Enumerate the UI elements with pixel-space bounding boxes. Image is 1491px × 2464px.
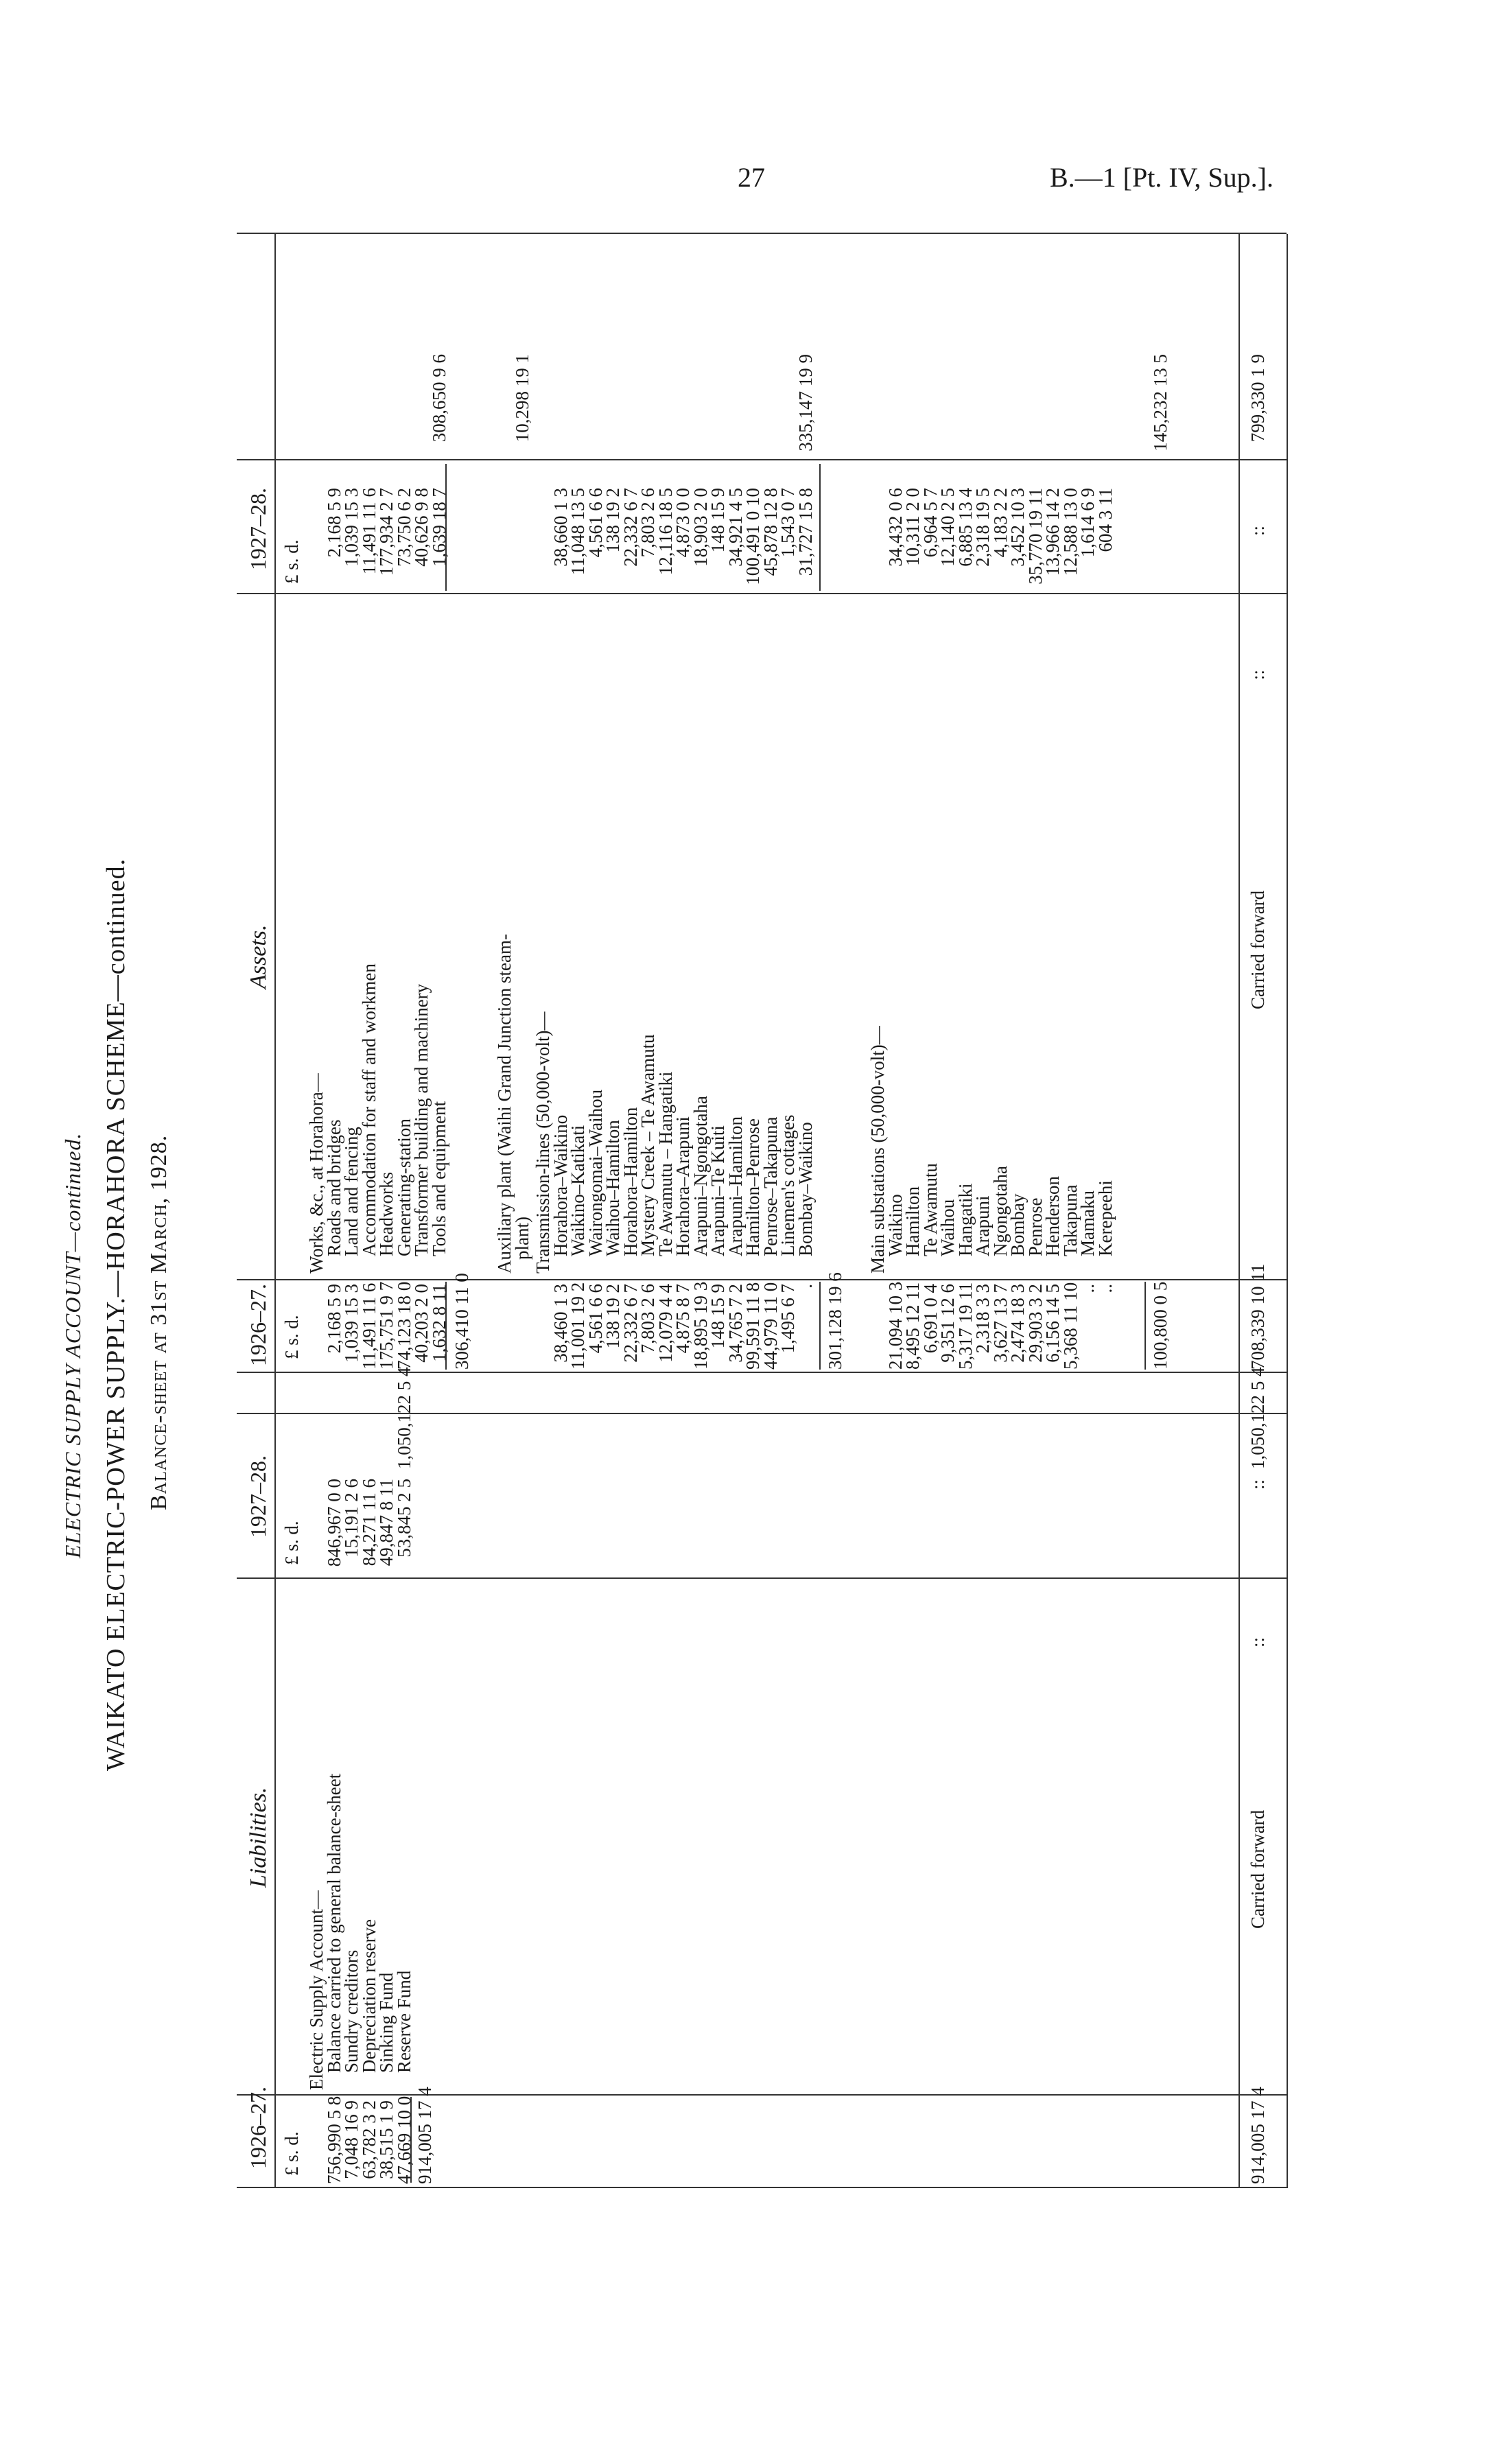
asset-prev: 4,875 8 7	[672, 1284, 693, 1354]
asset-label: Arapuni	[972, 1195, 993, 1256]
asset-curr: 73,750 6 2	[393, 488, 414, 567]
asset-prev: 40,203 2 0	[411, 1284, 432, 1363]
lsd-lib-curr: £ s. d.	[281, 1521, 302, 1565]
asset-label: Te Awamutu	[919, 1163, 941, 1256]
trans-total-curr: 335,147 19 9	[795, 354, 816, 451]
asset-label: Land and fencing	[341, 1127, 362, 1256]
col-lib-prev-year: 1926–27.	[246, 2087, 270, 2169]
asset-label: Te Awamutu – Hangatiki	[655, 1071, 676, 1256]
works-total-prev: 306,410 11 0	[451, 1273, 472, 1370]
asset-label: Hangatiki	[954, 1183, 976, 1256]
liab-label: Sinking Fund	[376, 1972, 397, 2073]
asset-curr: 34,432 0 6	[884, 488, 906, 567]
asset-label: Hamilton	[902, 1186, 923, 1256]
rule-b	[237, 1577, 1287, 1579]
col-assets-head: Assets.	[246, 924, 271, 989]
asset-prev: ..	[1094, 1284, 1116, 1293]
lsd-lib-prev: £ s. d.	[281, 2131, 302, 2176]
asset-curr: 35,770 19 11	[1024, 488, 1046, 585]
asset-curr: 604 3 11	[1094, 488, 1116, 552]
asset-prev: 1,495 6 7	[777, 1284, 798, 1354]
liab-label: Reserve Fund	[393, 1970, 414, 2073]
asset-curr: 34,921 4 5	[725, 488, 746, 567]
asset-prev: 22,332 6 7	[620, 1284, 641, 1363]
asset-curr: 11,048 13 5	[567, 488, 588, 576]
asset-label: Hamilton–Penrose	[742, 1118, 763, 1256]
asset-label: Wairongomai–Waihou	[585, 1089, 606, 1256]
asset-curr: 13,966 14 2	[1042, 488, 1063, 576]
asset-prev: 5,368 11 10	[1059, 1282, 1081, 1370]
asset-label: Roads and bridges	[323, 1119, 344, 1256]
asset-prev: 21,094 10 3	[884, 1281, 906, 1370]
asset-prev: 44,979 11 0	[760, 1282, 781, 1370]
asset-prev: 29,903 3 2	[1024, 1284, 1046, 1363]
liab-label: Depreciation reserve	[358, 1919, 379, 2073]
page-reference: B.—1 [Pt. IV, Sup.].	[1050, 162, 1273, 193]
liab-curr: 846,967 0 0	[323, 1479, 344, 1567]
asset-carried-dots-2: ::	[1247, 525, 1268, 536]
asset-label: Horahora–Hamilton	[620, 1107, 641, 1256]
asset-curr: 6,964 5 7	[919, 488, 941, 558]
asset-curr: 7,803 2 6	[637, 488, 658, 558]
asset-prev: 1,632 8 11	[428, 1284, 449, 1362]
asset-label: Takapuna	[1059, 1184, 1081, 1256]
asset-label: Henderson	[1042, 1176, 1063, 1256]
rule-left	[237, 2187, 1287, 2188]
liab-label: Balance carried to general balance-sheet	[323, 1773, 344, 2073]
liab-carried-dots: ::	[1247, 1636, 1268, 1647]
asset-curr: 4,561 6 6	[585, 488, 606, 558]
col-asset-prev-year: 1926–27.	[246, 1284, 270, 1366]
asset-prev: 99,591 11 8	[742, 1282, 763, 1370]
asset-curr: 11,491 11 6	[358, 488, 379, 575]
liab-prev: 47,669 10 0	[393, 2096, 414, 2184]
asset-prev: 12,079 4 4	[655, 1284, 676, 1363]
asset-curr: 1,543 0 7	[777, 488, 798, 558]
asset-carried-prev: 708,339 10 11	[1247, 1263, 1268, 1370]
asset-curr: 12,140 2 5	[937, 488, 958, 567]
liab-curr: 49,847 8 11	[376, 1479, 397, 1567]
sub-heading: Main substations (50,000-volt)—	[867, 1026, 888, 1274]
asset-prev: 175,751 9 7	[376, 1281, 397, 1370]
asset-prev: 11,001 19 2	[567, 1282, 588, 1370]
asset-prev: 2,168 5 9	[323, 1284, 344, 1354]
asset-label: Accommodation for staff and workmen	[358, 963, 379, 1256]
asset-prev: 9,351 12 6	[937, 1284, 958, 1363]
title-account: ELECTRIC SUPPLY ACCOUNT—continued.	[60, 1132, 85, 1558]
col-lib-curr-year: 1927–28.	[246, 1455, 270, 1538]
works-total-curr: 308,650 9 6	[428, 354, 449, 443]
asset-curr: 45,878 12 8	[760, 488, 781, 576]
asset-label: Ngongotaha	[989, 1166, 1011, 1256]
lsd-asset-curr: £ s. d.	[281, 539, 302, 584]
rule-right	[237, 233, 1287, 234]
asset-prev: 2,474 18 3	[1007, 1284, 1028, 1363]
asset-prev: 34,765 7 2	[725, 1284, 746, 1363]
asset-curr: 3,452 10 3	[1007, 488, 1028, 567]
asset-curr: 40,626 9 8	[411, 488, 432, 567]
rule-footer-2	[1287, 234, 1288, 2188]
asset-curr: 18,903 2 0	[690, 488, 711, 567]
asset-prev: 8,495 12 11	[902, 1282, 923, 1370]
asset-label: Waihou–Hamilton	[602, 1120, 623, 1256]
asset-label: Linemen's cottages	[777, 1114, 798, 1256]
works-total-rule-curr	[445, 464, 447, 591]
asset-label: Arapuni–Hamilton	[725, 1116, 746, 1256]
aux-label-1: Auxiliary plant (Waihi Grand Junction steam-	[494, 934, 515, 1274]
asset-label: Tools and equipment	[428, 1101, 449, 1256]
asset-prev: 11,491 11 6	[358, 1282, 379, 1370]
liab-curr: 84,271 11 6	[358, 1479, 379, 1567]
asset-prev: 7,803 2 6	[637, 1284, 658, 1354]
liab-total-curr: 1,050,122 5 4	[393, 1367, 414, 1469]
asset-prev: 148 15 9	[707, 1284, 728, 1349]
asset-curr: 22,332 6 7	[620, 488, 641, 567]
asset-curr: 6,885 13 4	[954, 488, 976, 567]
asset-label: Arapuni–Te Kuiti	[707, 1125, 728, 1256]
liab-label: Sundry creditors	[341, 1949, 362, 2073]
trans-heading: Transmission-lines (50,000-volt)—	[532, 1011, 553, 1274]
asset-curr: 1,039 15 3	[341, 488, 362, 567]
liab-prev: 63,782 3 2	[358, 2100, 379, 2179]
asset-prev: 1,039 15 3	[341, 1284, 362, 1363]
asset-curr: 2,318 19 5	[972, 488, 993, 567]
asset-label: Penrose–Takapuna	[760, 1116, 781, 1256]
rule-g	[237, 459, 1287, 460]
asset-prev: 6,691 0 4	[919, 1284, 941, 1354]
rule-a	[237, 2094, 1287, 2096]
asset-curr: 10,311 2 0	[902, 488, 923, 566]
asset-curr: 4,873 0 0	[672, 488, 693, 558]
aux-label-2: plant)	[511, 1217, 532, 1260]
asset-curr: 12,588 13 0	[1059, 488, 1081, 576]
asset-label: Bombay	[1007, 1193, 1028, 1256]
trans-total-rule-curr	[819, 464, 821, 591]
liab-carried-prev: 914,005 17 4	[1247, 2087, 1268, 2184]
liab-total-prev: 914,005 17 4	[414, 2087, 435, 2184]
rule-footer	[1238, 234, 1240, 2188]
trans-total-rule-prev	[819, 1282, 821, 1370]
title-scheme: WAIKATO ELECTRIC-POWER SUPPLY.—HORAHORA SCHEME—continued.	[102, 858, 130, 1771]
asset-label: Horahora–Arapuni	[672, 1116, 693, 1256]
asset-prev: ..	[1077, 1284, 1098, 1293]
asset-prev: 6,156 14 5	[1042, 1284, 1063, 1363]
liab-carried-dots-2: ::	[1247, 1479, 1268, 1490]
asset-label: Transformer building and machinery	[411, 983, 432, 1256]
liab-curr: 53,845 2 5	[393, 1479, 414, 1558]
rule-f	[237, 593, 1287, 594]
asset-curr: 1,639 18 7	[428, 488, 449, 567]
asset-prev: 138 19 2	[602, 1284, 623, 1349]
trans-total-prev: 301,128 19 6	[825, 1272, 845, 1370]
asset-curr: 100,491 0 10	[742, 488, 763, 585]
col-asset-curr-year: 1927–28.	[246, 488, 270, 570]
subs-total-rule-prev	[1144, 1282, 1146, 1370]
asset-label: Waikino	[884, 1194, 906, 1256]
lsd-asset-prev: £ s. d.	[281, 1315, 302, 1359]
subs-total-curr: 145,232 13 5	[1150, 354, 1171, 451]
liab-curr: 15,191 2 6	[341, 1479, 362, 1558]
col-liabilities-head: Liabilities.	[246, 1787, 271, 1888]
asset-prev: 4,561 6 6	[585, 1284, 606, 1354]
asset-curr: 177,934 2 7	[376, 488, 397, 576]
asset-prev: 74,123 18 0	[393, 1281, 414, 1370]
asset-label: Bombay–Waikino	[795, 1122, 816, 1256]
subs-total-prev: 100,800 0 5	[1150, 1281, 1171, 1370]
asset-label: Works, &c., at Horahora—	[306, 1073, 327, 1274]
liab-sub-rule-prev	[410, 2097, 412, 2183]
asset-label: Headworks	[376, 1172, 397, 1256]
asset-label: Arapuni–Ngongotaha	[690, 1096, 711, 1256]
asset-curr: 2,168 5 9	[323, 488, 344, 558]
asset-label: Horahora–Waikino	[550, 1114, 571, 1256]
asset-prev: 18,895 19 3	[690, 1281, 711, 1370]
asset-label: Waikino–Katikati	[567, 1125, 588, 1256]
page-number: 27	[738, 162, 765, 193]
asset-curr: 148 15 9	[707, 488, 728, 553]
asset-prev: 3,627 13 7	[989, 1284, 1011, 1363]
asset-prev: 5,317 19 11	[954, 1282, 976, 1370]
asset-carried-label: Carried forward	[1247, 890, 1268, 1009]
asset-label: Mamaku	[1077, 1190, 1098, 1256]
asset-label: Mystery Creek – Te Awamutu	[637, 1034, 658, 1256]
asset-curr: 38,660 1 3	[550, 488, 571, 567]
asset-curr: 12,116 18 5	[655, 488, 676, 576]
asset-label: Kerepeehi	[1094, 1180, 1116, 1256]
asset-carried-curr: 799,330 1 9	[1247, 354, 1268, 443]
asset-curr: 1,614 6 9	[1077, 488, 1098, 558]
rule-header	[274, 234, 276, 2188]
asset-curr: 4,183 2 2	[989, 488, 1011, 558]
aux-curr: 10,298 19 1	[511, 354, 532, 443]
liab-prev: 7,048 16 9	[341, 2100, 362, 2179]
title-balance-sheet: Balance-sheet at 31st March, 1928.	[146, 1134, 172, 1510]
liab-prev: 38,515 1 9	[376, 2100, 397, 2179]
asset-curr: 138 19 2	[602, 488, 623, 553]
asset-prev: 38,460 1 3	[550, 1284, 571, 1363]
liab-prev: 756,990 5 8	[323, 2096, 344, 2184]
asset-label: Generating-station	[393, 1118, 414, 1256]
rule-e	[237, 1279, 1287, 1280]
liab-carried-label: Carried forward	[1247, 1809, 1268, 1929]
liab-heading: Electric Supply Account—	[306, 1890, 327, 2090]
asset-prev: 2,318 3 3	[972, 1284, 993, 1354]
asset-label: Penrose	[1024, 1197, 1046, 1256]
asset-label: Waihou	[937, 1199, 958, 1256]
liab-carried-curr: 1,050,122 5 4	[1247, 1367, 1268, 1469]
works-total-rule-prev	[445, 1282, 447, 1370]
asset-prev: .	[795, 1284, 816, 1289]
asset-carried-dots: ::	[1247, 669, 1268, 680]
asset-curr: 31,727 15 8	[795, 488, 816, 576]
